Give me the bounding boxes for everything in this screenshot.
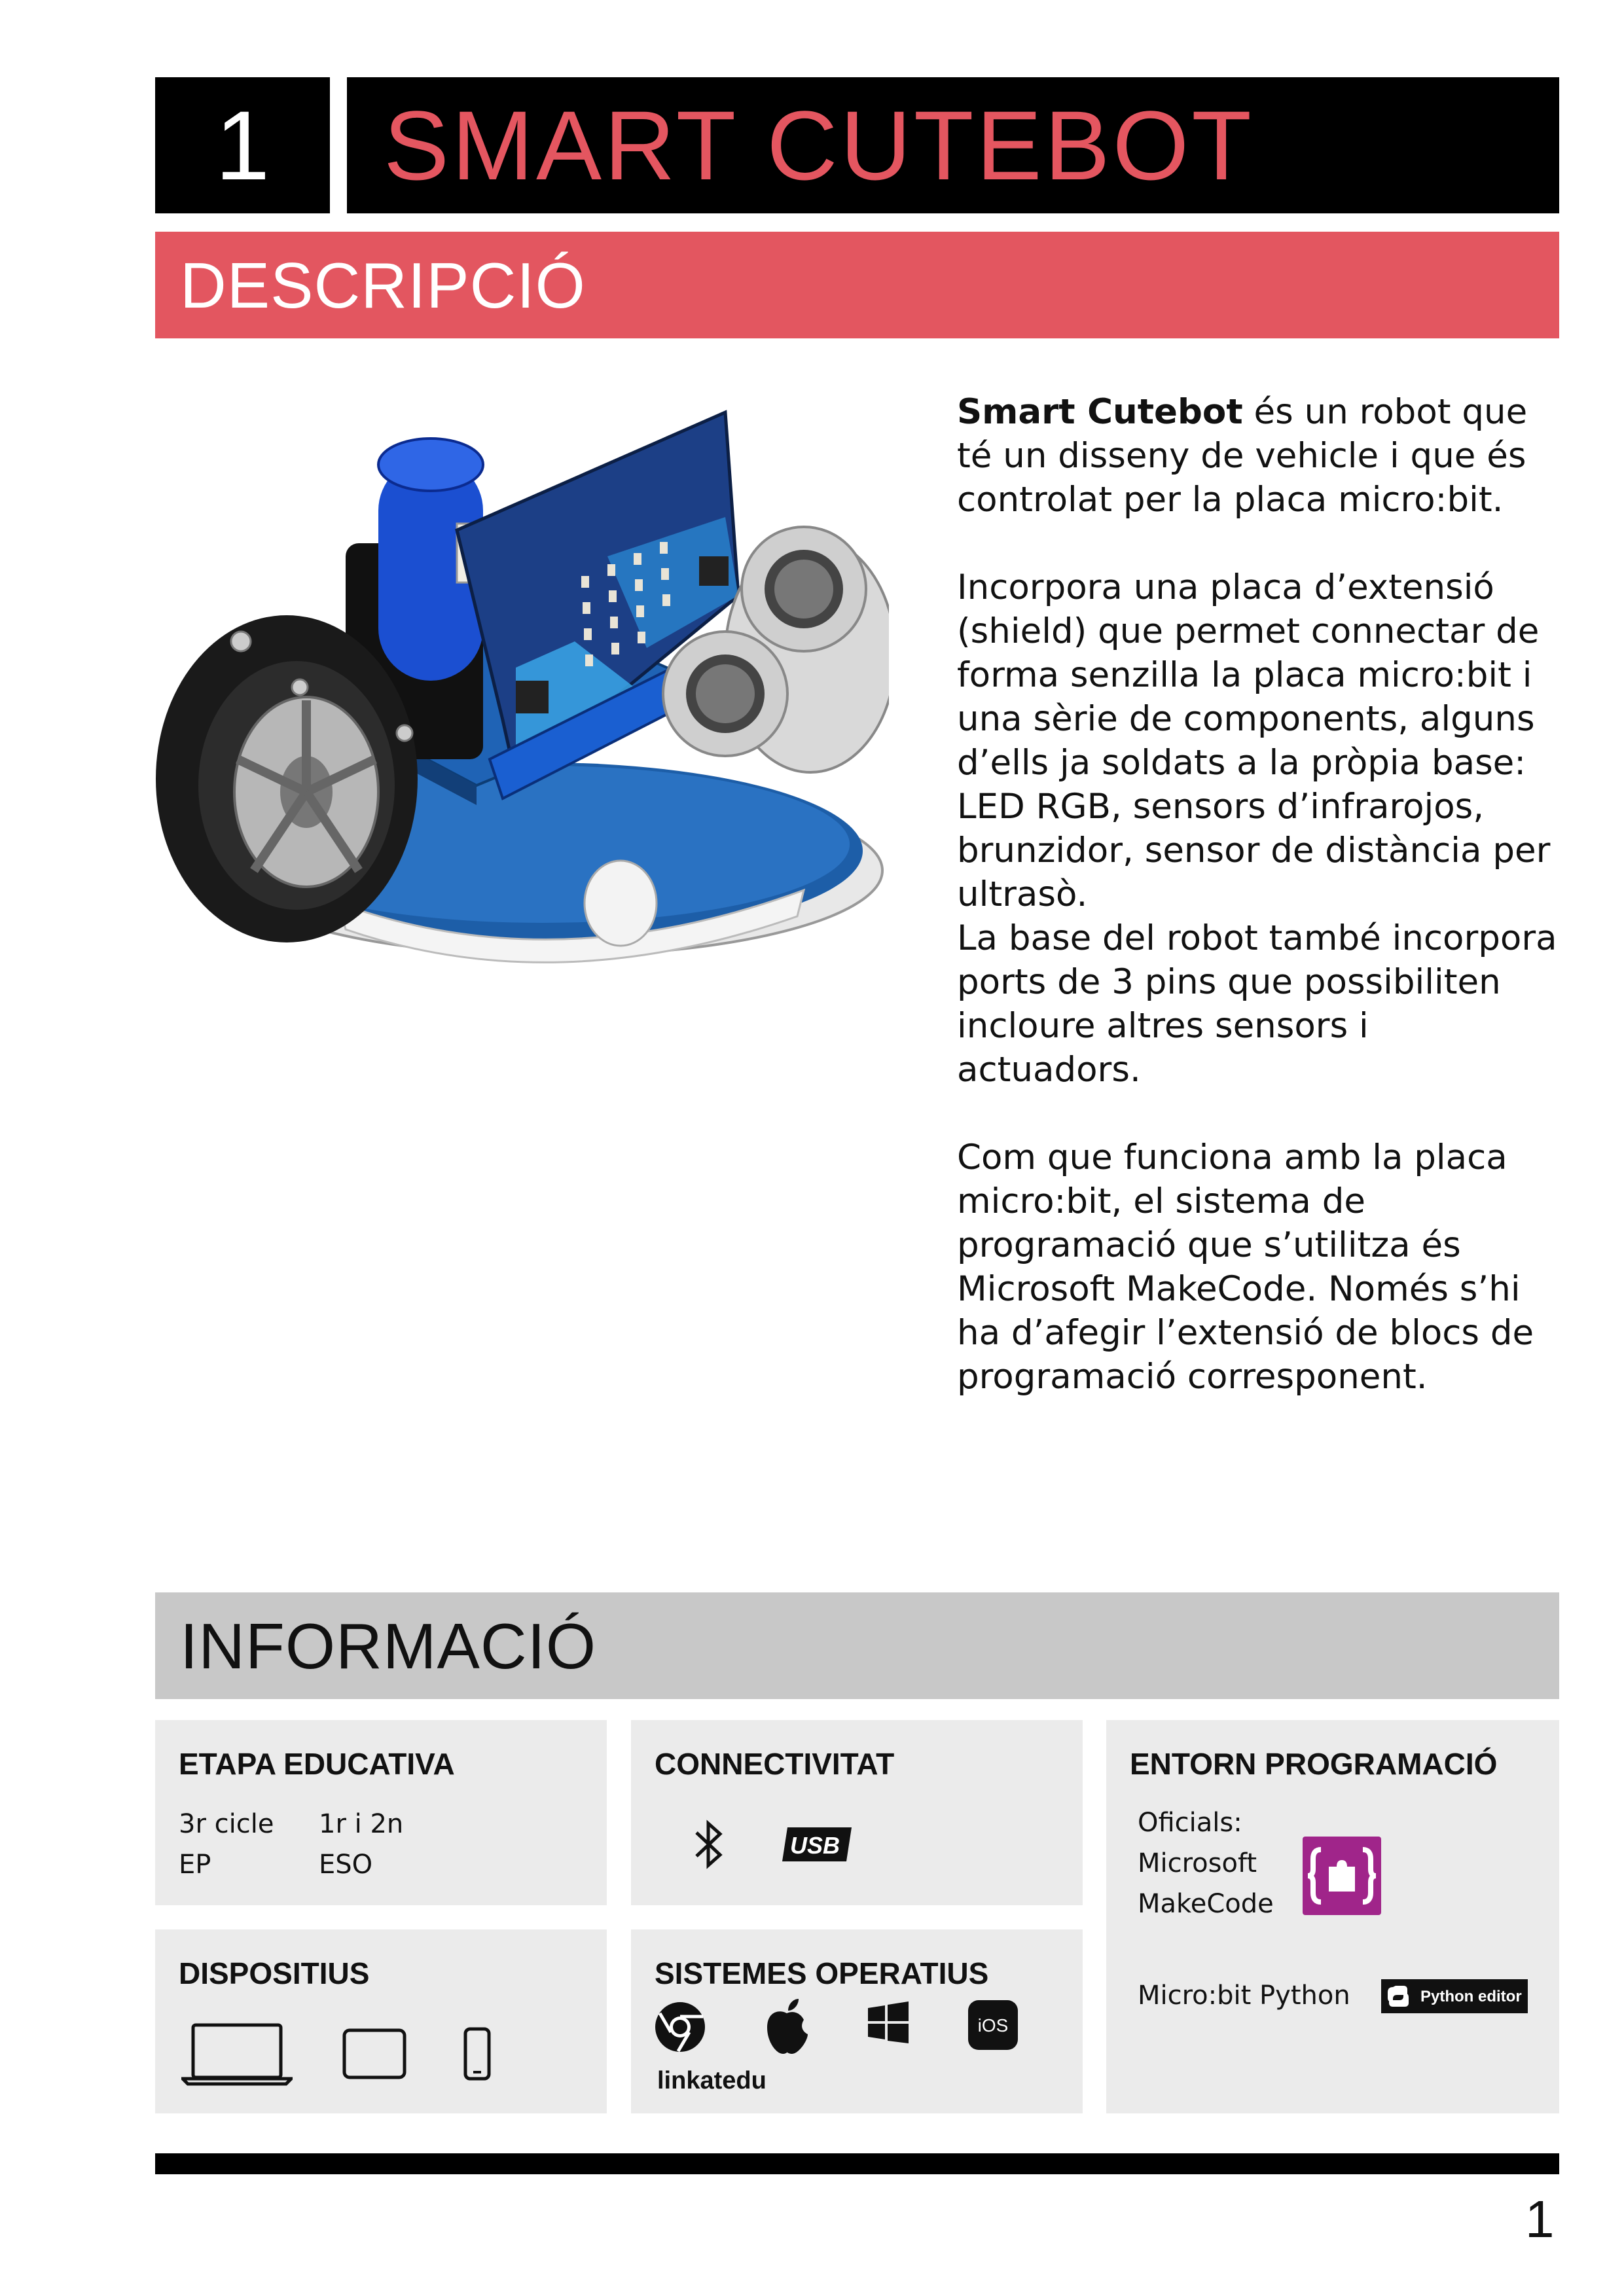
description-paragraph-3: La base del robot també incorpora ports de 3 pins que possibiliten incloure altres sensors i actuadors. [957, 918, 1557, 1090]
description-paragraph-4: Com que funciona amb la placa micro:bit, el sistema de programació que s’utilitza és Microsoft MakeCode. Només s’hi ha d’afegir l’extensió de blocs de programació corresponent. [957, 1138, 1534, 1397]
info-section-bar [155, 1592, 1559, 1699]
python-label: Micro:bit Python [1138, 1981, 1350, 2011]
title-box [347, 77, 1559, 213]
apple-icon [762, 1998, 812, 2055]
ios-label: iOS [977, 2015, 1009, 2036]
entorn-programacio-box [1106, 1720, 1559, 2113]
python-badge-label: Python editor [1420, 1988, 1522, 2005]
etapa-ep: EP [179, 1850, 211, 1880]
dispositius-title: DISPOSITIUS [179, 1956, 370, 1990]
makecode-line2: MakeCode [1138, 1889, 1274, 1919]
phone-icon [463, 2026, 492, 2081]
usb-label: USB [789, 1832, 840, 1859]
description-paragraph-1 [957, 390, 1559, 522]
robot-photo [149, 393, 889, 1014]
chapter-number-box [155, 77, 330, 213]
connectivitat-title: CONNECTIVITAT [655, 1747, 895, 1781]
footer-rule [155, 2153, 1559, 2174]
etapa-cicle: 3r cicle [179, 1809, 274, 1839]
description-heading: DESCRIPCIÓ [180, 249, 586, 321]
python-editor-badge [1381, 1979, 1528, 2013]
connectivitat-box [631, 1720, 1083, 1905]
linkatedu-logo: linkatedu [657, 2067, 767, 2094]
entorn-title: ENTORN PROGRAMACIÓ [1130, 1747, 1498, 1781]
windows-icon [867, 2001, 910, 2045]
chrome-icon [653, 2000, 707, 2054]
chapter-number: 1 [215, 90, 270, 200]
makecode-logo-icon [1303, 1837, 1381, 1915]
etapa-cursos: 1r i 2n [319, 1809, 404, 1839]
description-text [957, 390, 1559, 1443]
description-section-bar [155, 232, 1559, 338]
etapa-eso: ESO [319, 1850, 373, 1880]
ios-icon [968, 2000, 1018, 2050]
sistemes-operatius-box [631, 1929, 1083, 2113]
page-title: SMART CUTEBOT [384, 90, 1254, 200]
etapa-title: ETAPA EDUCATIVA [179, 1747, 455, 1781]
usb-icon [778, 1823, 857, 1865]
bluetooth-icon [690, 1818, 729, 1871]
description-paragraph-2: Incorpora una placa d’extensió (shield) que permet connectar de forma senzilla la placa micro:bit i una sèrie de components, alguns d’ells ja soldats a la pròpia base: LED RGB, sensors d’infrarojos, brunzidor, sensor de distància per ultrasò. [957, 567, 1551, 914]
dispositius-box [155, 1929, 607, 2113]
description-p1-rest: és un robot que té un disseny de vehicle i que és controlat per la placa micro:bit. [957, 392, 1528, 520]
makecode-line1: Microsoft [1138, 1848, 1257, 1878]
laptop-icon [181, 2021, 293, 2087]
sistemes-title: SISTEMES OPERATIUS [655, 1956, 989, 1990]
entorn-oficials: Oficials: [1138, 1808, 1242, 1838]
page-number: 1 [1525, 2190, 1555, 2248]
etapa-educativa-box [155, 1720, 607, 1905]
info-heading: INFORMACIÓ [180, 1609, 597, 1682]
tablet-icon [342, 2028, 407, 2080]
product-name: Smart Cutebot [957, 392, 1243, 432]
